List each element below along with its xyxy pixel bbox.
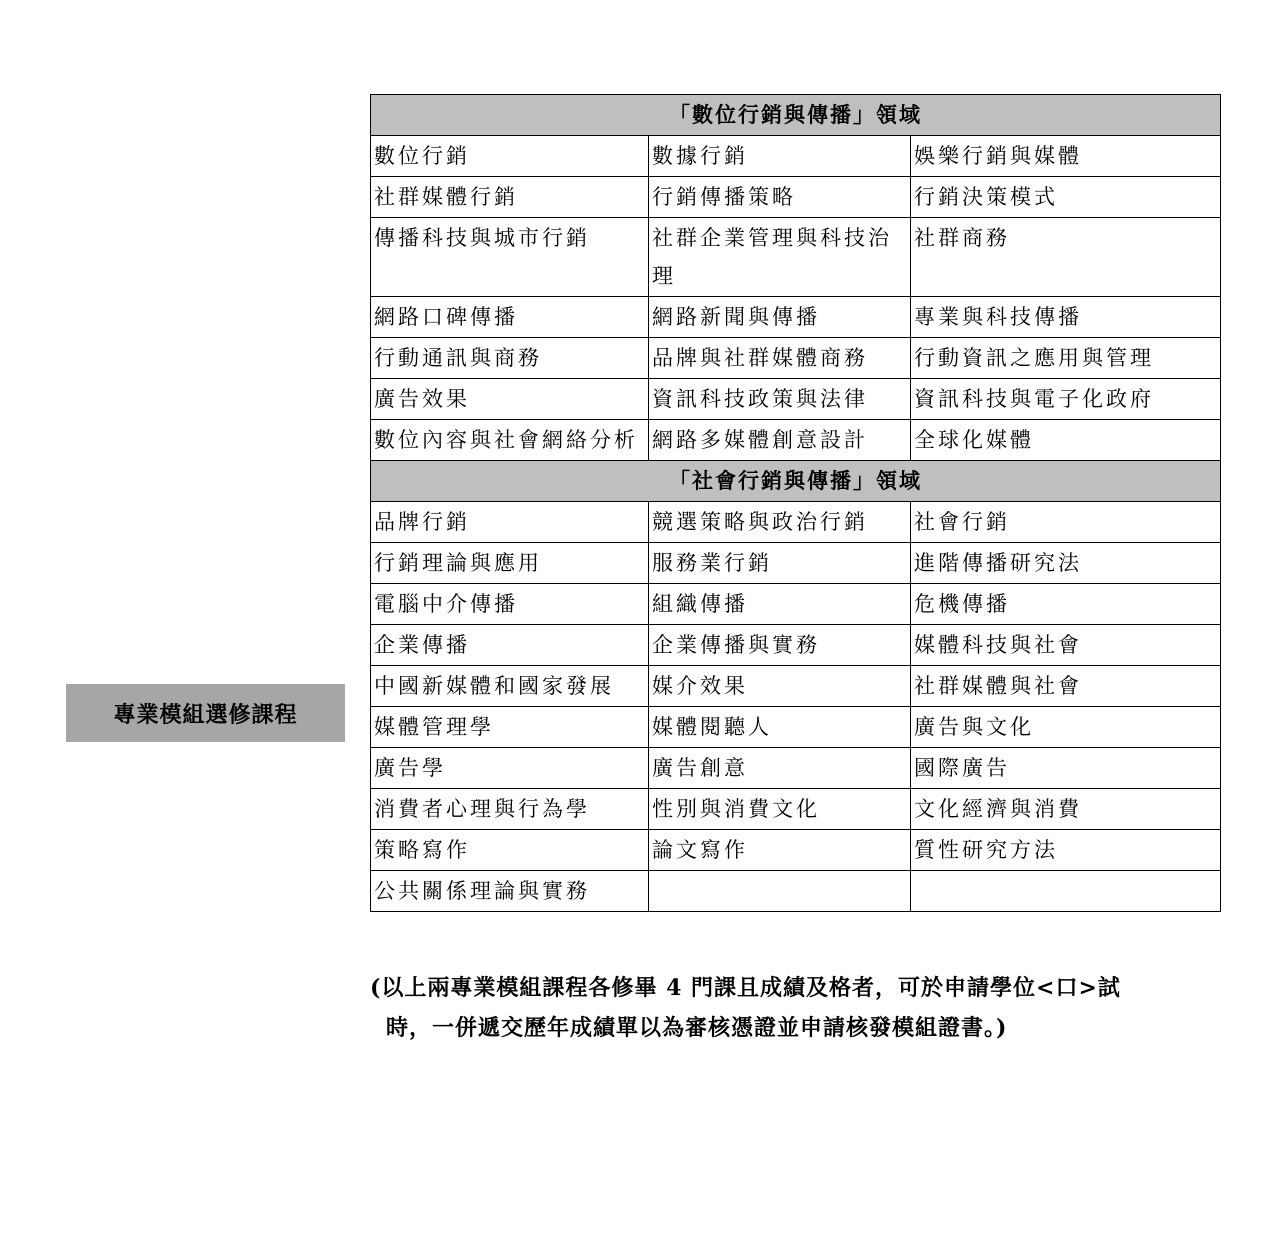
course-cell: 媒體閱聽人 bbox=[649, 707, 911, 748]
course-cell: 性別與消費文化 bbox=[649, 789, 911, 830]
domain-header-social bbox=[371, 461, 1221, 502]
table-row bbox=[371, 666, 1221, 707]
course-cell: 廣告與文化 bbox=[911, 707, 1221, 748]
course-cell: 網路多媒體創意設計 bbox=[649, 420, 911, 461]
course-cell: 廣告學 bbox=[371, 748, 649, 789]
course-cell bbox=[649, 871, 911, 912]
table-row bbox=[371, 338, 1221, 379]
course-cell: 社群商務 bbox=[911, 218, 1221, 297]
table-row bbox=[371, 379, 1221, 420]
course-cell: 網路新聞與傳播 bbox=[649, 297, 911, 338]
course-cell: 行銷理論與應用 bbox=[371, 543, 649, 584]
course-cell bbox=[911, 871, 1221, 912]
course-cell: 資訊科技政策與法律 bbox=[649, 379, 911, 420]
course-cell: 數據行銷 bbox=[649, 136, 911, 177]
course-cell: 文化經濟與消費 bbox=[911, 789, 1221, 830]
course-cell: 國際廣告 bbox=[911, 748, 1221, 789]
module-elective-label bbox=[66, 684, 345, 742]
course-cell: 行銷傳播策略 bbox=[649, 177, 911, 218]
course-cell: 媒介效果 bbox=[649, 666, 911, 707]
course-cell: 公共關係理論與實務 bbox=[371, 871, 649, 912]
course-cell: 企業傳播與實務 bbox=[649, 625, 911, 666]
course-cell: 數位行銷 bbox=[371, 136, 649, 177]
domain-title: 「數位行銷與傳播」領域 bbox=[371, 95, 1221, 136]
course-cell: 傳播科技與城市行銷 bbox=[371, 218, 649, 297]
course-cell: 進階傳播研究法 bbox=[911, 543, 1221, 584]
module-elective-label-text: 專業模組選修課程 bbox=[113, 701, 298, 728]
table-row bbox=[371, 830, 1221, 871]
course-cell: 中國新媒體和國家發展 bbox=[371, 666, 649, 707]
course-table-body bbox=[371, 95, 1221, 912]
course-cell: 質性研究方法 bbox=[911, 830, 1221, 871]
table-row bbox=[371, 707, 1221, 748]
course-cell: 社群企業管理與科技治理 bbox=[649, 218, 911, 297]
course-cell: 消費者心理與行為學 bbox=[371, 789, 649, 830]
course-cell: 行銷決策模式 bbox=[911, 177, 1221, 218]
course-cell: 危機傳播 bbox=[911, 584, 1221, 625]
table-row bbox=[371, 789, 1221, 830]
course-cell: 社群媒體行銷 bbox=[371, 177, 649, 218]
table-row bbox=[371, 218, 1221, 297]
requirement-note bbox=[370, 968, 1220, 1048]
table-row bbox=[371, 502, 1221, 543]
course-cell: 組織傳播 bbox=[649, 584, 911, 625]
table-row bbox=[371, 625, 1221, 666]
course-table bbox=[370, 94, 1221, 912]
course-cell: 競選策略與政治行銷 bbox=[649, 502, 911, 543]
course-cell: 行動資訊之應用與管理 bbox=[911, 338, 1221, 379]
course-cell: 數位內容與社會網絡分析 bbox=[371, 420, 649, 461]
course-cell: 專業與科技傳播 bbox=[911, 297, 1221, 338]
table-row bbox=[371, 297, 1221, 338]
course-cell: 媒體科技與社會 bbox=[911, 625, 1221, 666]
note-line-2: 時，一併遞交歷年成績單以為審核憑證並申請核發模組證書。) bbox=[386, 1015, 1008, 1041]
course-cell: 品牌與社群媒體商務 bbox=[649, 338, 911, 379]
table-row bbox=[371, 177, 1221, 218]
course-cell: 企業傳播 bbox=[371, 625, 649, 666]
course-cell: 服務業行銷 bbox=[649, 543, 911, 584]
course-cell: 社群媒體與社會 bbox=[911, 666, 1221, 707]
table-row bbox=[371, 584, 1221, 625]
course-cell: 廣告效果 bbox=[371, 379, 649, 420]
domain-title: 「社會行銷與傳播」領域 bbox=[371, 461, 1221, 502]
table-row bbox=[371, 748, 1221, 789]
course-cell: 策略寫作 bbox=[371, 830, 649, 871]
note-line-1: (以上兩專業模組課程各修畢 4 門課且成績及格者，可於申請學位<口>試 bbox=[370, 975, 1121, 1001]
course-cell: 全球化媒體 bbox=[911, 420, 1221, 461]
table-row bbox=[371, 420, 1221, 461]
course-cell: 電腦中介傳播 bbox=[371, 584, 649, 625]
course-cell: 社會行銷 bbox=[911, 502, 1221, 543]
course-cell: 行動通訊與商務 bbox=[371, 338, 649, 379]
course-cell: 資訊科技與電子化政府 bbox=[911, 379, 1221, 420]
table-row bbox=[371, 136, 1221, 177]
table-row bbox=[371, 871, 1221, 912]
table-row bbox=[371, 543, 1221, 584]
domain-header-digital bbox=[371, 95, 1221, 136]
course-cell: 網路口碑傳播 bbox=[371, 297, 649, 338]
course-cell: 論文寫作 bbox=[649, 830, 911, 871]
course-cell: 娛樂行銷與媒體 bbox=[911, 136, 1221, 177]
course-cell: 品牌行銷 bbox=[371, 502, 649, 543]
course-cell: 廣告創意 bbox=[649, 748, 911, 789]
course-cell: 媒體管理學 bbox=[371, 707, 649, 748]
